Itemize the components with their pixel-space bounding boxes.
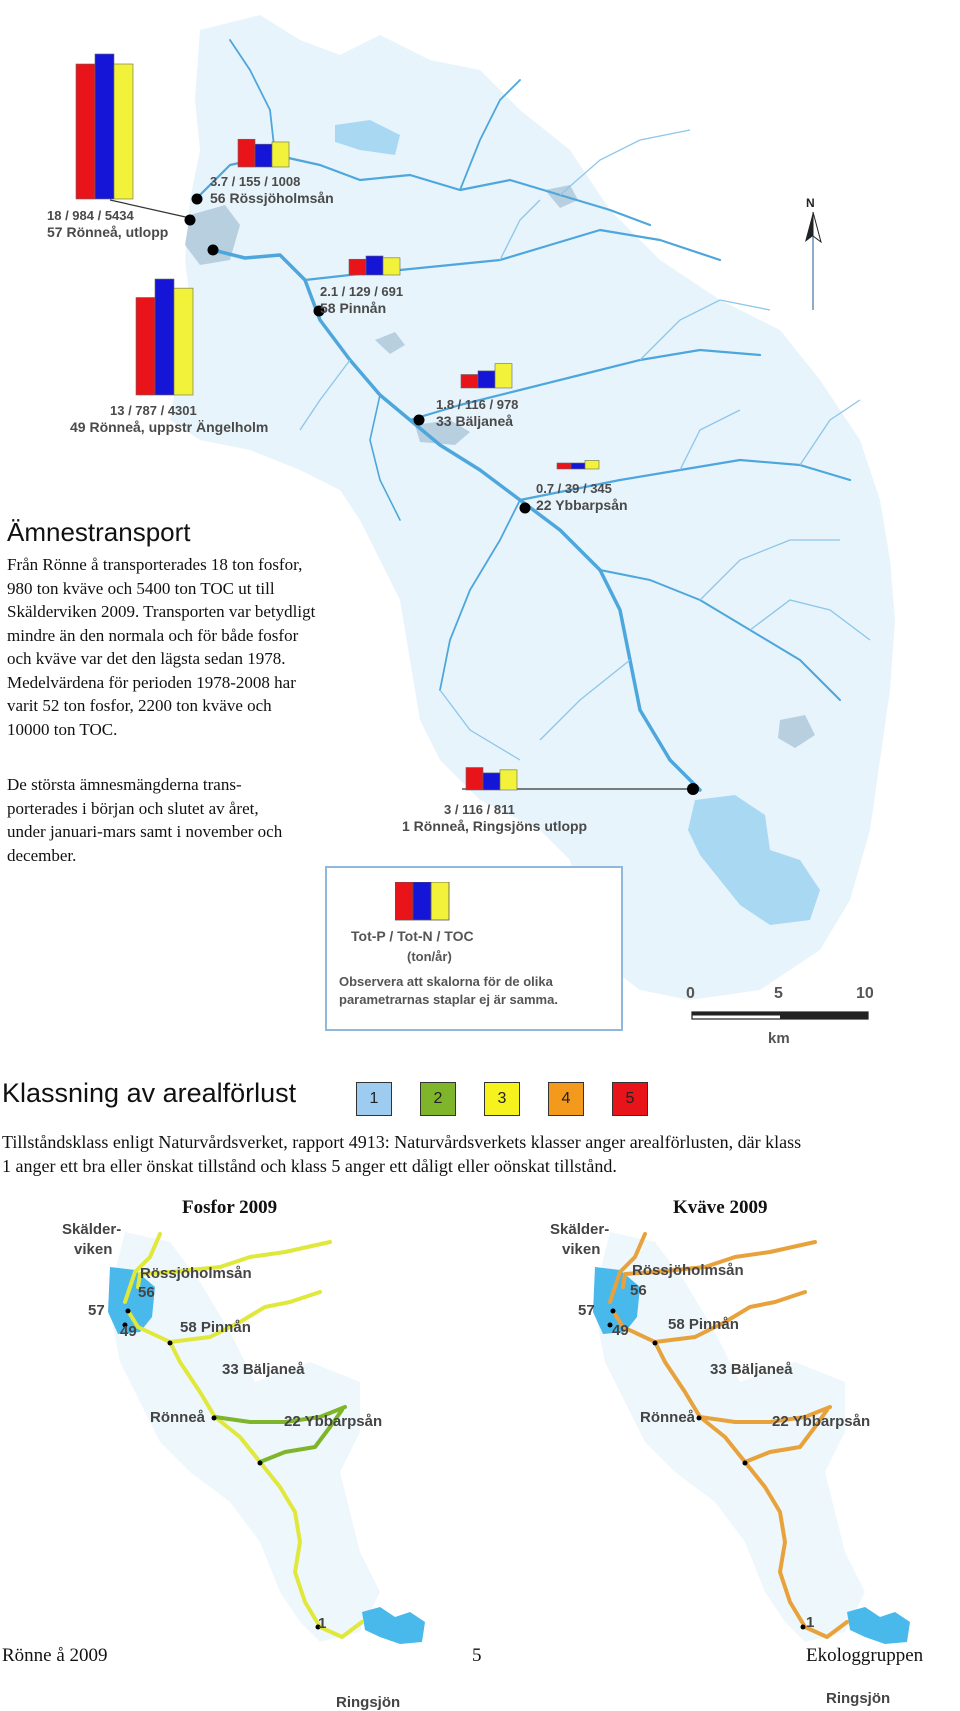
fosfor-dot	[212, 1416, 217, 1421]
kvave-map-title: Kväve 2009	[673, 1197, 768, 1218]
fosfor-map-title: Fosfor 2009	[182, 1197, 278, 1218]
footer-left: Rönne å 2009	[2, 1645, 108, 1666]
fosfor-label-rossjo: Rössjöholmsån	[140, 1265, 252, 1282]
text-line: och kväve var det den lägsta sedan 1978.	[7, 649, 286, 668]
station-name: 1 Rönneå, Ringsjöns utlopp	[402, 818, 588, 834]
text-line: Tillståndsklass enligt Naturvårdsverket, rapport 4913: Naturvårdsverkets klasser anger arealförlusten, där klass	[2, 1132, 802, 1152]
footer-right: Ekologgruppen	[806, 1645, 924, 1666]
fosfor-label-49: 49	[120, 1323, 137, 1340]
footer-page-number: 5	[472, 1645, 482, 1666]
kvave-label-49: 49	[612, 1322, 629, 1339]
kvave-dot	[611, 1309, 616, 1314]
text-line: porterades i början och slutet av året,	[7, 798, 259, 818]
kvave-label-1: 1	[806, 1614, 815, 1631]
text-line: mindre än den normala och för både fosfor	[7, 625, 299, 645]
fosfor-label-22: 22 Ybbarpsån	[284, 1413, 383, 1430]
class-box-1: 1	[356, 1082, 392, 1116]
fosfor-dot	[258, 1461, 263, 1466]
kvave-label-22: 22 Ybbarpsån	[772, 1413, 871, 1430]
text-line: Från Rönne å transporterades 18 ton fosfor,	[7, 555, 303, 574]
text-line: 1 anger ett bra eller önskat tillstånd och klass 5 anger ett dåligt eller oönskat tillstånd.	[2, 1156, 617, 1176]
text-line: 10000 ton TOC.	[7, 719, 118, 739]
north-label: N	[806, 196, 815, 210]
station-name: 49 Rönneå, uppstr Ängelholm	[70, 419, 269, 435]
legend-unit: (ton/år)	[407, 949, 452, 964]
kvave-dot	[653, 1341, 658, 1346]
fosfor-sea-label	[62, 1220, 121, 1260]
legend-params: Tot-P / Tot-N / TOC	[351, 928, 474, 944]
kvave-label-58: 58 Pinnån	[668, 1316, 739, 1333]
fosfor-label-ringsjon: Ringsjön	[336, 1694, 401, 1711]
station-name: 57 Rönneå, utlopp	[47, 224, 169, 240]
kvave-sea-label	[550, 1220, 609, 1260]
station-values: 13 / 787 / 4301	[110, 403, 197, 418]
fosfor-dot	[168, 1341, 173, 1346]
fosfor-dot	[126, 1309, 131, 1314]
scale-tick-10: 10	[856, 985, 874, 1002]
klassning-title: Klassning av arealförlust	[2, 1078, 297, 1108]
fosfor-label-ronnea: Rönneå	[150, 1409, 206, 1426]
station-name: 22 Ybbarpsån	[536, 497, 628, 513]
fosfor-label-56: 56	[138, 1284, 155, 1301]
kvave-dot	[743, 1461, 748, 1466]
text-line: under januari-mars samt i november och	[7, 822, 283, 841]
fosfor-label-57: 57	[88, 1302, 105, 1319]
text-line: Skälder-	[550, 1221, 610, 1238]
kvave-label-ronnea: Rönneå	[640, 1409, 696, 1426]
kvave-label-57: 57	[578, 1302, 595, 1319]
text-line: Medelvärdena för perioden 1978-2008 har	[7, 672, 296, 692]
station-values: 2.1 / 129 / 691	[320, 284, 404, 299]
station-values: 3 / 116 / 811	[444, 802, 515, 817]
station-name: 33 Bäljaneå	[436, 413, 514, 429]
scale-tick-0: 0	[686, 985, 695, 1002]
class-box-5: 5	[612, 1082, 648, 1116]
kvave-label-rossjo: Rössjöholmsån	[632, 1262, 744, 1279]
kvave-label-33: 33 Bäljaneå	[710, 1361, 793, 1378]
class-box-2: 2	[420, 1082, 456, 1116]
amnestransport-title: Ämnestransport	[7, 517, 191, 547]
text-line: varit 52 ton fosfor, 2200 ton kväve och	[7, 696, 272, 715]
station-values: 18 / 984 / 5434	[47, 208, 134, 223]
kvave-label-56: 56	[630, 1282, 647, 1299]
text-line: december.	[7, 845, 77, 865]
kvave-dot	[697, 1416, 702, 1421]
fosfor-map	[108, 1232, 425, 1644]
station-name: 56 Rössjöholmsån	[210, 190, 334, 206]
class-box-4: 4	[548, 1082, 584, 1116]
scale-tick-5: 5	[774, 985, 783, 1002]
fosfor-label-33: 33 Bäljaneå	[222, 1361, 305, 1378]
text-line: 980 ton kväve och 5400 ton TOC ut till	[7, 578, 275, 598]
fosfor-label-1: 1	[318, 1615, 327, 1632]
station-values: 0.7 / 39 / 345	[536, 481, 612, 496]
fosfor-label-58: 58 Pinnån	[180, 1319, 251, 1336]
kvave-label-ringsjon: Ringsjön	[826, 1690, 891, 1707]
legend-note-1: Observera att skalorna för de olika	[339, 974, 553, 989]
station-name: 58 Pinnån	[320, 300, 387, 316]
text-line: viken	[562, 1241, 601, 1258]
text-line: Skälder-	[62, 1221, 122, 1238]
station-values: 3.7 / 155 / 1008	[210, 174, 301, 189]
station-values: 1.8 / 116 / 978	[436, 397, 519, 412]
text-line: Skälderviken 2009. Transporten var betydligt	[7, 602, 316, 621]
text-line: De största ämnesmängderna trans-	[7, 775, 242, 794]
legend-note-2: parametrarnas staplar ej är samma.	[339, 992, 558, 1007]
text-line: viken	[74, 1241, 113, 1258]
scale-unit: km	[768, 1030, 790, 1047]
kvave-dot	[801, 1625, 806, 1630]
class-box-3: 3	[484, 1082, 520, 1116]
